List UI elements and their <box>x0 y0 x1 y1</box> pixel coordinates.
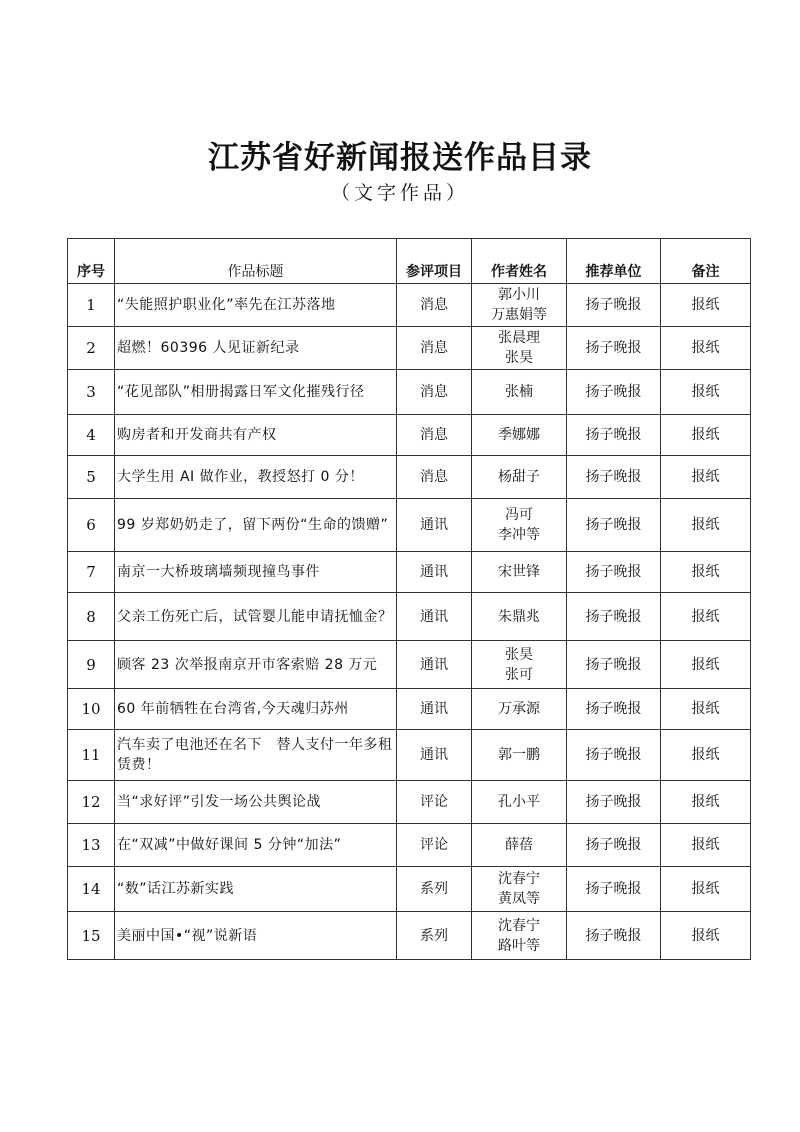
header-no: 序号 <box>68 239 115 284</box>
recommending-unit: 扬子晚报 <box>567 730 661 781</box>
recommending-unit: 扬子晚报 <box>567 824 661 867</box>
header-authors: 作者姓名 <box>472 239 567 284</box>
work-remark: 报纸 <box>661 370 751 415</box>
work-authors <box>472 415 567 456</box>
author-name: 杨甜子 <box>498 469 540 485</box>
author-name: 沈春宁 <box>498 871 540 887</box>
work-authors <box>472 641 567 689</box>
row-number: 7 <box>68 552 115 593</box>
work-authors <box>472 552 567 593</box>
work-authors <box>472 284 567 327</box>
table-row <box>68 730 751 781</box>
author-name: 万惠娟等 <box>491 307 547 323</box>
recommending-unit: 扬子晚报 <box>567 552 661 593</box>
author-name: 路叶等 <box>498 937 540 954</box>
recommending-unit: 扬子晚报 <box>567 327 661 370</box>
work-category: 通讯 <box>397 593 472 641</box>
table-header-row <box>68 239 751 284</box>
work-category: 通讯 <box>397 641 472 689</box>
row-number: 15 <box>68 912 115 960</box>
work-title: “数”话江苏新实践 <box>115 867 397 912</box>
author-name: 冯可 <box>505 507 533 523</box>
work-category: 系列 <box>397 912 472 960</box>
table-body <box>68 284 751 960</box>
work-category: 消息 <box>397 415 472 456</box>
work-title: 大学生用 AI 做作业，教授怒打 0 分！ <box>115 456 397 499</box>
row-number: 13 <box>68 824 115 867</box>
work-remark: 报纸 <box>661 824 751 867</box>
table-row <box>68 867 751 912</box>
author-name: 郭一鹏 <box>498 747 540 763</box>
document-title: 江苏省好新闻报送作品目录 <box>208 140 592 176</box>
work-remark: 报纸 <box>661 730 751 781</box>
work-remark: 报纸 <box>661 284 751 327</box>
work-category: 消息 <box>397 456 472 499</box>
author-name: 郭小川 <box>498 287 540 303</box>
work-title: 在“双减”中做好课间 5 分钟“加法” <box>115 824 397 867</box>
table-row <box>68 824 751 867</box>
author-name: 张昊 <box>505 350 533 366</box>
work-category: 系列 <box>397 867 472 912</box>
author-name: 朱鼎兆 <box>498 608 540 625</box>
row-number: 11 <box>68 730 115 781</box>
work-authors <box>472 499 567 552</box>
work-category: 通讯 <box>397 499 472 552</box>
row-number: 9 <box>68 641 115 689</box>
author-name: 张晨理 <box>498 330 540 346</box>
work-remark: 报纸 <box>661 641 751 689</box>
work-title: 美丽中国•“视”说新语 <box>115 912 397 960</box>
work-authors <box>472 867 567 912</box>
work-authors <box>472 689 567 730</box>
work-title: 购房者和开发商共有产权 <box>115 415 397 456</box>
row-number: 8 <box>68 593 115 641</box>
recommending-unit: 扬子晚报 <box>567 415 661 456</box>
table-row <box>68 781 751 824</box>
table-row <box>68 552 751 593</box>
row-number: 2 <box>68 327 115 370</box>
recommending-unit: 扬子晚报 <box>567 912 661 960</box>
table-row <box>68 641 751 689</box>
work-title: 顾客 23 次举报南京开市客索赔 28 万元 <box>115 641 397 689</box>
row-number: 6 <box>68 499 115 552</box>
work-authors <box>472 781 567 824</box>
table-row <box>68 499 751 552</box>
work-authors <box>472 730 567 781</box>
author-name: 孔小平 <box>498 794 540 810</box>
work-title: 60 年前牺牲在台湾省,今天魂归苏州 <box>115 689 397 730</box>
work-authors <box>472 912 567 960</box>
work-title: “失能照护职业化”率先在江苏落地 <box>115 284 397 327</box>
work-category: 评论 <box>397 781 472 824</box>
work-category: 通讯 <box>397 689 472 730</box>
work-title: 父亲工伤死亡后，试管婴儿能申请抚恤金？ <box>115 593 397 641</box>
work-remark: 报纸 <box>661 415 751 456</box>
recommending-unit: 扬子晚报 <box>567 867 661 912</box>
recommending-unit: 扬子晚报 <box>567 456 661 499</box>
recommending-unit: 扬子晚报 <box>567 593 661 641</box>
work-remark: 报纸 <box>661 912 751 960</box>
table-row <box>68 689 751 730</box>
recommending-unit: 扬子晚报 <box>567 641 661 689</box>
work-remark: 报纸 <box>661 552 751 593</box>
author-name: 沈春宁 <box>498 917 540 934</box>
author-name: 季娜娜 <box>498 427 540 443</box>
row-number: 3 <box>68 370 115 415</box>
work-authors <box>472 327 567 370</box>
author-name: 万承源 <box>498 701 540 717</box>
work-category: 消息 <box>397 327 472 370</box>
author-name: 李冲等 <box>498 527 540 543</box>
author-name: 张昊 <box>505 646 533 663</box>
work-remark: 报纸 <box>661 781 751 824</box>
work-category: 通讯 <box>397 730 472 781</box>
work-title: “花见部队”相册揭露日军文化摧残行径 <box>115 370 397 415</box>
author-name: 薛蓓 <box>505 837 533 853</box>
recommending-unit: 扬子晚报 <box>567 689 661 730</box>
author-name: 张楠 <box>505 384 533 400</box>
recommending-unit: 扬子晚报 <box>567 370 661 415</box>
work-title: 汽车卖了电池还在名下 替人支付一年多租赁费！ <box>115 730 397 781</box>
work-category: 消息 <box>397 370 472 415</box>
work-authors <box>472 370 567 415</box>
table-row <box>68 327 751 370</box>
work-remark: 报纸 <box>661 689 751 730</box>
work-remark: 报纸 <box>661 456 751 499</box>
header-title: 作品标题 <box>115 239 397 284</box>
header-category: 参评项目 <box>397 239 472 284</box>
work-remark: 报纸 <box>661 499 751 552</box>
header-unit: 推荐单位 <box>567 239 661 284</box>
row-number: 5 <box>68 456 115 499</box>
document-subtitle: （文字作品） <box>330 182 469 204</box>
work-title: 当“求好评”引发一场公共舆论战 <box>115 781 397 824</box>
recommending-unit: 扬子晚报 <box>567 781 661 824</box>
work-authors <box>472 456 567 499</box>
works-catalog-table <box>67 238 751 960</box>
table-row <box>68 593 751 641</box>
work-remark: 报纸 <box>661 867 751 912</box>
row-number: 1 <box>68 284 115 327</box>
work-title: 99 岁郑奶奶走了，留下两份“生命的馈赠” <box>115 499 397 552</box>
work-remark: 报纸 <box>661 327 751 370</box>
work-remark: 报纸 <box>661 593 751 641</box>
recommending-unit: 扬子晚报 <box>567 284 661 327</box>
author-name: 张可 <box>505 666 533 683</box>
work-authors <box>472 593 567 641</box>
work-title: 南京一大桥玻璃墙频现撞鸟事件 <box>115 552 397 593</box>
author-name: 黄凤等 <box>498 891 540 907</box>
table-row <box>68 912 751 960</box>
work-category: 评论 <box>397 824 472 867</box>
work-authors <box>472 824 567 867</box>
author-name: 宋世锋 <box>498 564 540 580</box>
work-category: 通讯 <box>397 552 472 593</box>
row-number: 12 <box>68 781 115 824</box>
table-row <box>68 284 751 327</box>
row-number: 4 <box>68 415 115 456</box>
row-number: 10 <box>68 689 115 730</box>
table-row <box>68 456 751 499</box>
header-remark: 备注 <box>661 239 751 284</box>
table-row <box>68 415 751 456</box>
row-number: 14 <box>68 867 115 912</box>
table-row <box>68 370 751 415</box>
work-category: 消息 <box>397 284 472 327</box>
work-title: 超燃！60396 人见证新纪录 <box>115 327 397 370</box>
recommending-unit: 扬子晚报 <box>567 499 661 552</box>
